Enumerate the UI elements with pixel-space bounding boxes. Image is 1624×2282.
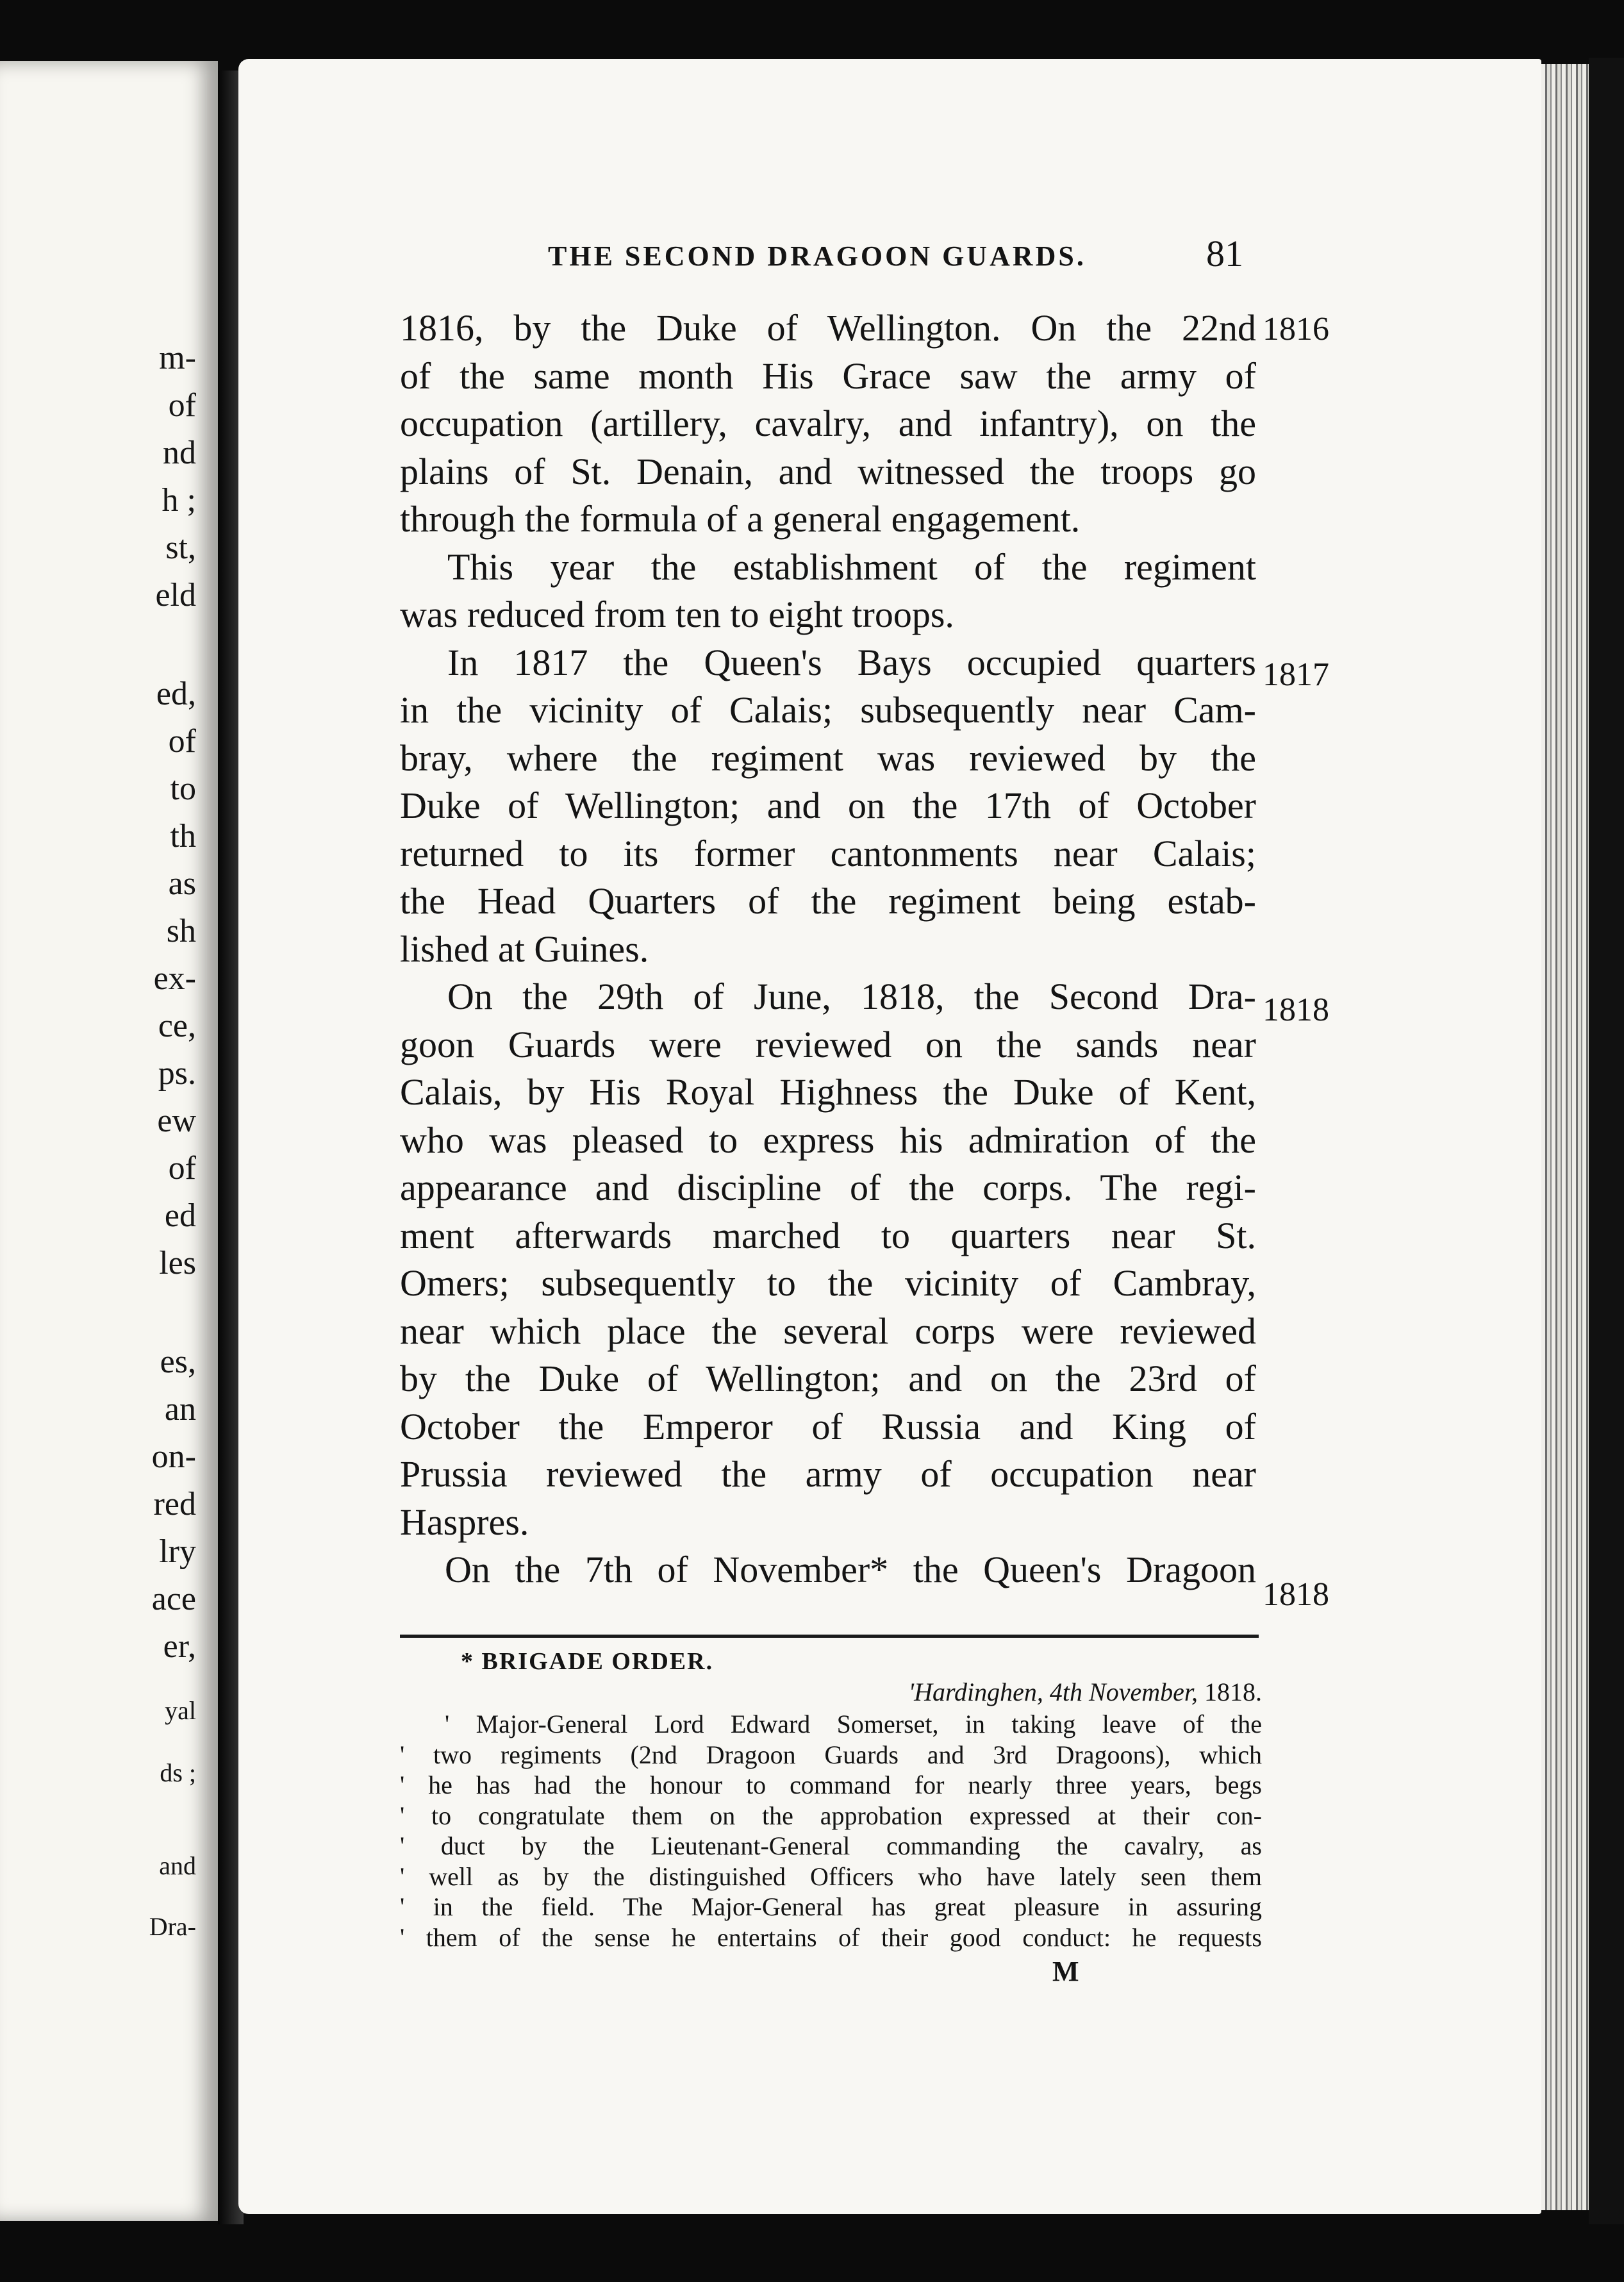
text-line: Calais, by His Royal Highness the Duke of Kent, (400, 1071, 1256, 1113)
text-line: Omers; subsequently to the vicinity of Cambray, (400, 1262, 1256, 1304)
dateline-year: 1818. (1204, 1678, 1262, 1706)
text-line: On the 7th of November* the Queen's Dragoon (445, 1549, 1256, 1590)
signature-mark: M (1052, 1956, 1079, 1987)
text-line: Haspres. (400, 1501, 529, 1543)
page-number: 81 (1206, 233, 1243, 274)
left-fragment: an (164, 1391, 196, 1428)
left-fragment: of (168, 1150, 196, 1187)
text-line: bray, where the regiment was reviewed by the (400, 737, 1256, 779)
footnote-line: ' to congratulate them on the approbation expressed at their con- (400, 1801, 1262, 1830)
text-line: returned to its former cantonments near Calais; (400, 832, 1256, 874)
text-line: ment afterwards marched to quarters near St. (400, 1214, 1256, 1256)
left-fragment: of (168, 387, 196, 424)
text-line: plains of St. Denain, and witnessed the troops go (400, 450, 1256, 492)
left-fragment: red (153, 1486, 196, 1522)
text-line: Prussia reviewed the army of occupation near (400, 1453, 1256, 1495)
footnote-line: ' he has had the honour to command for nearly three years, begs (400, 1770, 1262, 1799)
text-line: who was pleased to express his admiration of the (400, 1119, 1256, 1161)
footnote-lines (400, 1709, 1262, 1953)
text-line: was reduced from ten to eight troops. (400, 594, 954, 635)
left-fragment: ex- (153, 960, 196, 997)
left-fragment: st, (165, 529, 196, 566)
text-line: In 1817 the Queen's Bays occupied quarters (447, 641, 1256, 683)
scan-border (1589, 58, 1624, 2224)
margin-year: 1816 (1263, 311, 1329, 347)
main-text (400, 304, 1256, 1594)
left-fragment: ds ; (160, 1758, 196, 1787)
left-fragment: ce, (158, 1008, 196, 1044)
left-fragment: on- (151, 1438, 196, 1475)
running-head (308, 233, 1243, 274)
margin-year: 1817 (1263, 656, 1329, 693)
left-fragment: and (159, 1851, 196, 1880)
left-fragment: th (170, 818, 196, 854)
footnote-line: ' well as by the distinguished Officers who have lately seen them (400, 1861, 1262, 1891)
footnote-line: ' two regiments (2nd Dragoon Guards and 3rd Dragoons), which (400, 1740, 1262, 1769)
text-line: On the 29th of June, 1818, the Second Dra- (447, 976, 1256, 1017)
footnote-title: * BRIGADE ORDER. (461, 1648, 714, 1675)
footnote-line: ' in the field. The Major-General has great pleasure in assuring (400, 1892, 1262, 1921)
left-fragment: lry (159, 1533, 196, 1570)
text-line: goon Guards were reviewed on the sands near (400, 1023, 1256, 1065)
footnote-rule (400, 1635, 1259, 1638)
text-line: by the Duke of Wellington; and on the 23rd of (400, 1358, 1256, 1399)
left-fragment: to (170, 770, 196, 807)
text-line: the Head Quarters of the regiment being estab- (400, 880, 1256, 922)
left-fragment: ps. (158, 1055, 196, 1092)
left-fragment: h ; (162, 482, 196, 519)
left-fragment: er, (163, 1628, 196, 1665)
text-line: in the vicinity of Calais; subsequently near Cam- (400, 689, 1256, 731)
left-fragment: of (168, 723, 196, 760)
footnote-line: ' them of the sense he entertains of their good conduct: he requests (400, 1922, 1262, 1952)
text-line: through the formula of a general engagement. (400, 498, 1081, 540)
left-fragment: yal (165, 1696, 196, 1725)
left-fragment: ace (151, 1581, 196, 1617)
left-fragment: nd (163, 435, 196, 471)
text-line: occupation (artillery, cavalry, and infantry), on the (400, 403, 1256, 444)
text-line: Duke of Wellington; and on the 17th of October (400, 785, 1256, 826)
footnote-line: ' Major-General Lord Edward Somerset, in taking leave of the (445, 1710, 1262, 1738)
left-fragment: sh (166, 913, 196, 949)
text-line: near which place the several corps were reviewed (400, 1310, 1256, 1352)
left-fragment: eld (155, 577, 196, 613)
left-fragment: es, (160, 1344, 196, 1380)
text-line: appearance and discipline of the corps. The regi- (400, 1167, 1256, 1208)
text-line: of the same month His Grace saw the army of (400, 354, 1256, 397)
text-line: October the Emperor of Russia and King of (400, 1405, 1256, 1447)
left-fragment: Dra- (149, 1912, 196, 1941)
left-fragment: les (159, 1245, 196, 1281)
left-fragment: as (168, 865, 196, 902)
page-edges (1541, 64, 1589, 2210)
text-line: 1816, by the Duke of Wellington. On the 22nd (400, 307, 1256, 349)
left-fragment: ew (157, 1103, 196, 1139)
footnote-line: ' duct by the Lieutenant-General commanding the cavalry, as (400, 1831, 1262, 1860)
left-fragment: ed (164, 1197, 196, 1234)
left-fragment: m- (159, 340, 196, 376)
text-line: lished at Guines. (400, 928, 649, 970)
left-fragment: ed, (156, 676, 196, 712)
footnote-dateline (909, 1677, 1262, 1707)
margin-year: 1818 (1263, 1576, 1329, 1613)
dateline-place: 'Hardinghen, 4th November, (908, 1678, 1198, 1706)
running-title: THE SECOND DRAGOON GUARDS. (548, 240, 1086, 272)
text-line: This year the establishment of the regiment (447, 546, 1256, 588)
facing-left-page (0, 61, 218, 2221)
margin-year: 1818 (1263, 992, 1329, 1028)
